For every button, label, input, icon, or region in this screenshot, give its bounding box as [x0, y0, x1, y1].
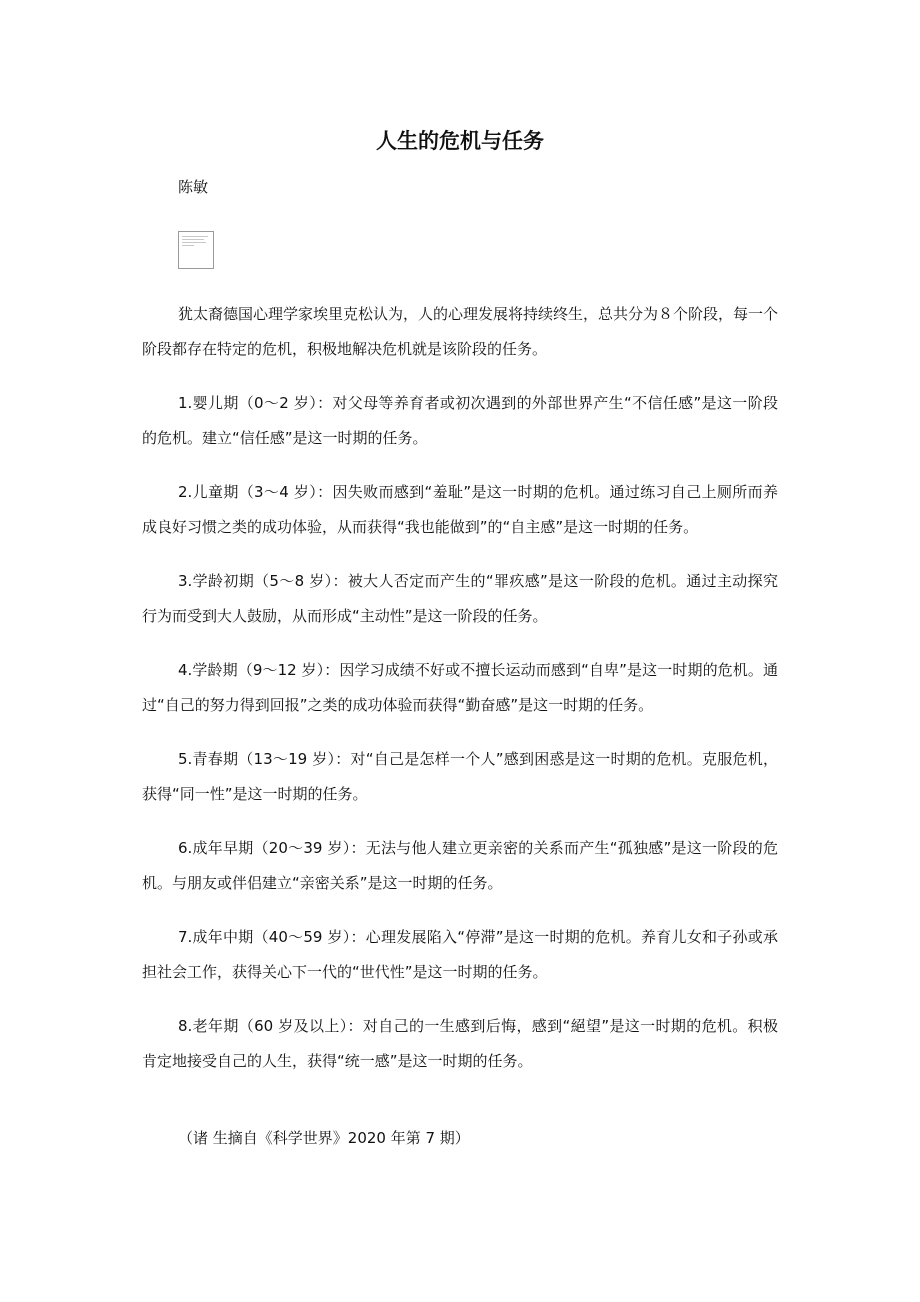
- stage-paragraph-1: 1.婴儿期（0～2 岁）：对父母等养育者或初次遇到的外部世界产生“不信任感”是这一阶段的危机。建立“信任感”是这一时期的任务。: [142, 394, 778, 447]
- stage-paragraph-2: 2.儿童期（3～4 岁）：因失败而感到“羞耻”是这一时期的危机。通过练习自己上厕所而养成良好习惯之类的成功体验，从而获得“我也能做到”的“自主感”是这一时期的任务。: [142, 483, 778, 536]
- stage-paragraph-4: 4.学龄期（9～12 岁）：因学习成绩不好或不擅长运动而感到“自卑”是这一时期的危机。通过“自己的努力得到回报”之类的成功体验而获得“勤奋感”是这一时期的任务。: [142, 661, 778, 714]
- document-title: 人生的危机与任务: [376, 129, 544, 153]
- stage-paragraph-6: 6.成年早期（20～39 岁）：无法与他人建立更亲密的关系而产生“孤独感”是这一阶段的危机。与朋友或伴侣建立“亲密关系”是这一时期的任务。: [142, 839, 778, 892]
- intro-paragraph: 犹太裔德国心理学家埃里克松认为，人的心理发展将持续终生，总共分为８个阶段，每一个阶段都存在特定的危机，积极地解决危机就是该阶段的任务。: [142, 305, 779, 358]
- stage-paragraph-3: 3.学龄初期（5～8 岁）：被大人否定而产生的“罪疚感”是这一阶段的危机。通过主动探究行为而受到大人鼓励，从而形成“主动性”是这一阶段的任务。: [142, 572, 778, 625]
- source-citation: （诸 生摘自《科学世界》2020 年第 7 期）: [178, 1129, 470, 1147]
- author-name: 陈敏: [178, 178, 209, 196]
- image-thumbnail-icon: [178, 231, 214, 269]
- stage-paragraph-7: 7.成年中期（40～59 岁）：心理发展陷入“停滞”是这一时期的危机。养育儿女和子孙或承担社会工作，获得关心下一代的“世代性”是这一时期的任务。: [142, 928, 778, 981]
- stage-paragraph-8: 8.老年期（60 岁及以上）：对自己的一生感到后悔，感到“絕望”是这一时期的危机。积极肯定地接受自己的人生，获得“统一感”是这一时期的任务。: [142, 1017, 778, 1070]
- stage-paragraph-5: 5.青春期（13～19 岁）：对“自己是怎样一个人”感到困惑是这一时期的危机。克服危机，获得“同一性”是这一时期的任务。: [142, 750, 778, 803]
